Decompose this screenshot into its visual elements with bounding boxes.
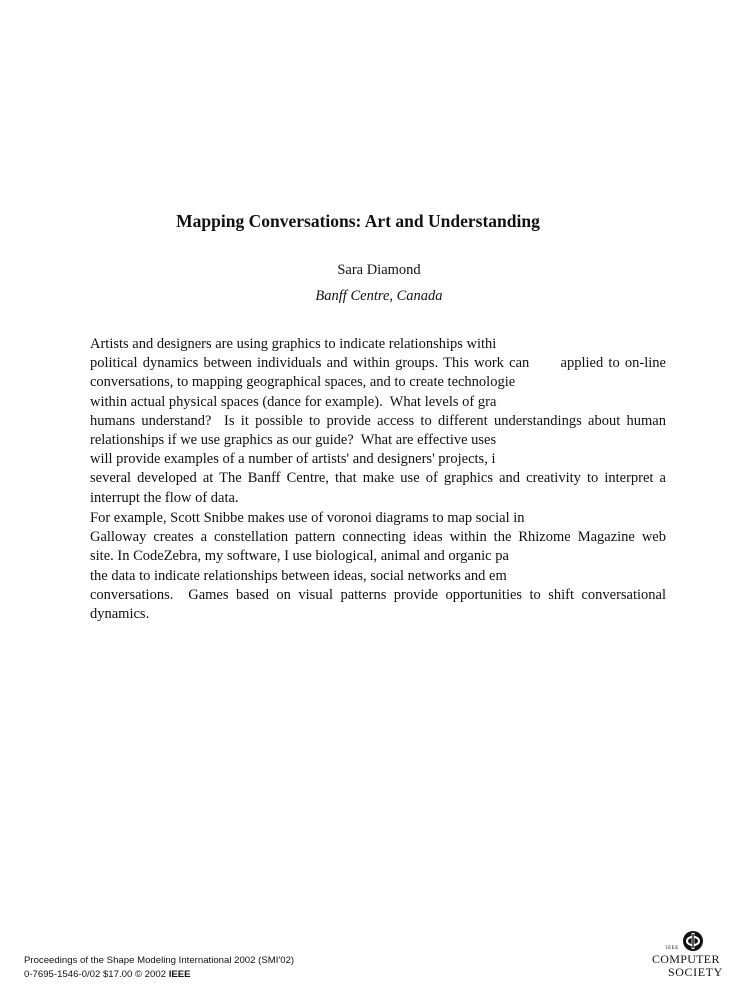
- paper-title: Mapping Conversations: Art and Understanding: [176, 211, 540, 231]
- text-line: several developed at The Banff Centre, that make use of graphics and creativity to interpret a: [90, 470, 666, 487]
- proceedings-footer: [24, 954, 294, 982]
- text-line: conversations. Games based on visual patterns provide opportunities to shift conversational: [90, 586, 666, 603]
- logo-ieee-text: IEEE: [666, 946, 679, 951]
- computer-society-logo: [650, 930, 730, 982]
- logo-society-text: SOCIETY: [668, 965, 723, 979]
- copyright-text: 0-7695-1546-0/02 $17.00 © 2002: [24, 969, 169, 980]
- ieee-mark: IEEE: [168, 969, 191, 980]
- abstract-paragraph-1: [90, 335, 666, 508]
- logo-computer-text: COMPUTER: [652, 952, 720, 966]
- text-line: within actual physical spaces (dance for example). What levels of gra: [90, 393, 497, 410]
- proceedings-line: Proceedings of the Shape Modeling International 2002 (SMI'02): [24, 955, 295, 966]
- author-affiliation: Banff Centre, Canada: [315, 288, 443, 304]
- text-line: political dynamics between individuals and within groups. This work can applied to on-line: [90, 355, 666, 372]
- author-name: Sara Diamond: [337, 262, 421, 278]
- text-line: the data to indicate relationships between ideas, social networks and em: [90, 567, 507, 584]
- copyright-line: [24, 968, 294, 982]
- text-line: relationships if we use graphics as our guide? What are effective uses: [90, 431, 497, 448]
- text-line: For example, Scott Snibbe makes use of voronoi diagrams to map social in: [90, 510, 525, 526]
- text-line: humans understand? Is it possible to provide access to different understandings about human: [90, 412, 666, 429]
- text-line: conversations, to mapping geographical spaces, and to create technologie: [90, 374, 516, 391]
- text-line: Artists and designers are using graphics to indicate relationships withi: [90, 336, 497, 352]
- abstract-paragraph-2: [90, 509, 666, 624]
- text-line: site. In CodeZebra, my software, I use biological, animal and organic pa: [90, 548, 509, 565]
- text-line: interrupt the flow of data.: [90, 489, 239, 506]
- text-line: dynamics.: [90, 605, 150, 622]
- ieee-computer-society-emblem-icon: [682, 930, 704, 952]
- text-line: Galloway creates a constellation pattern connecting ideas within the Rhizome Magazine web: [90, 529, 666, 546]
- text-line: will provide examples of a number of artists' and designers' projects, i: [90, 451, 496, 468]
